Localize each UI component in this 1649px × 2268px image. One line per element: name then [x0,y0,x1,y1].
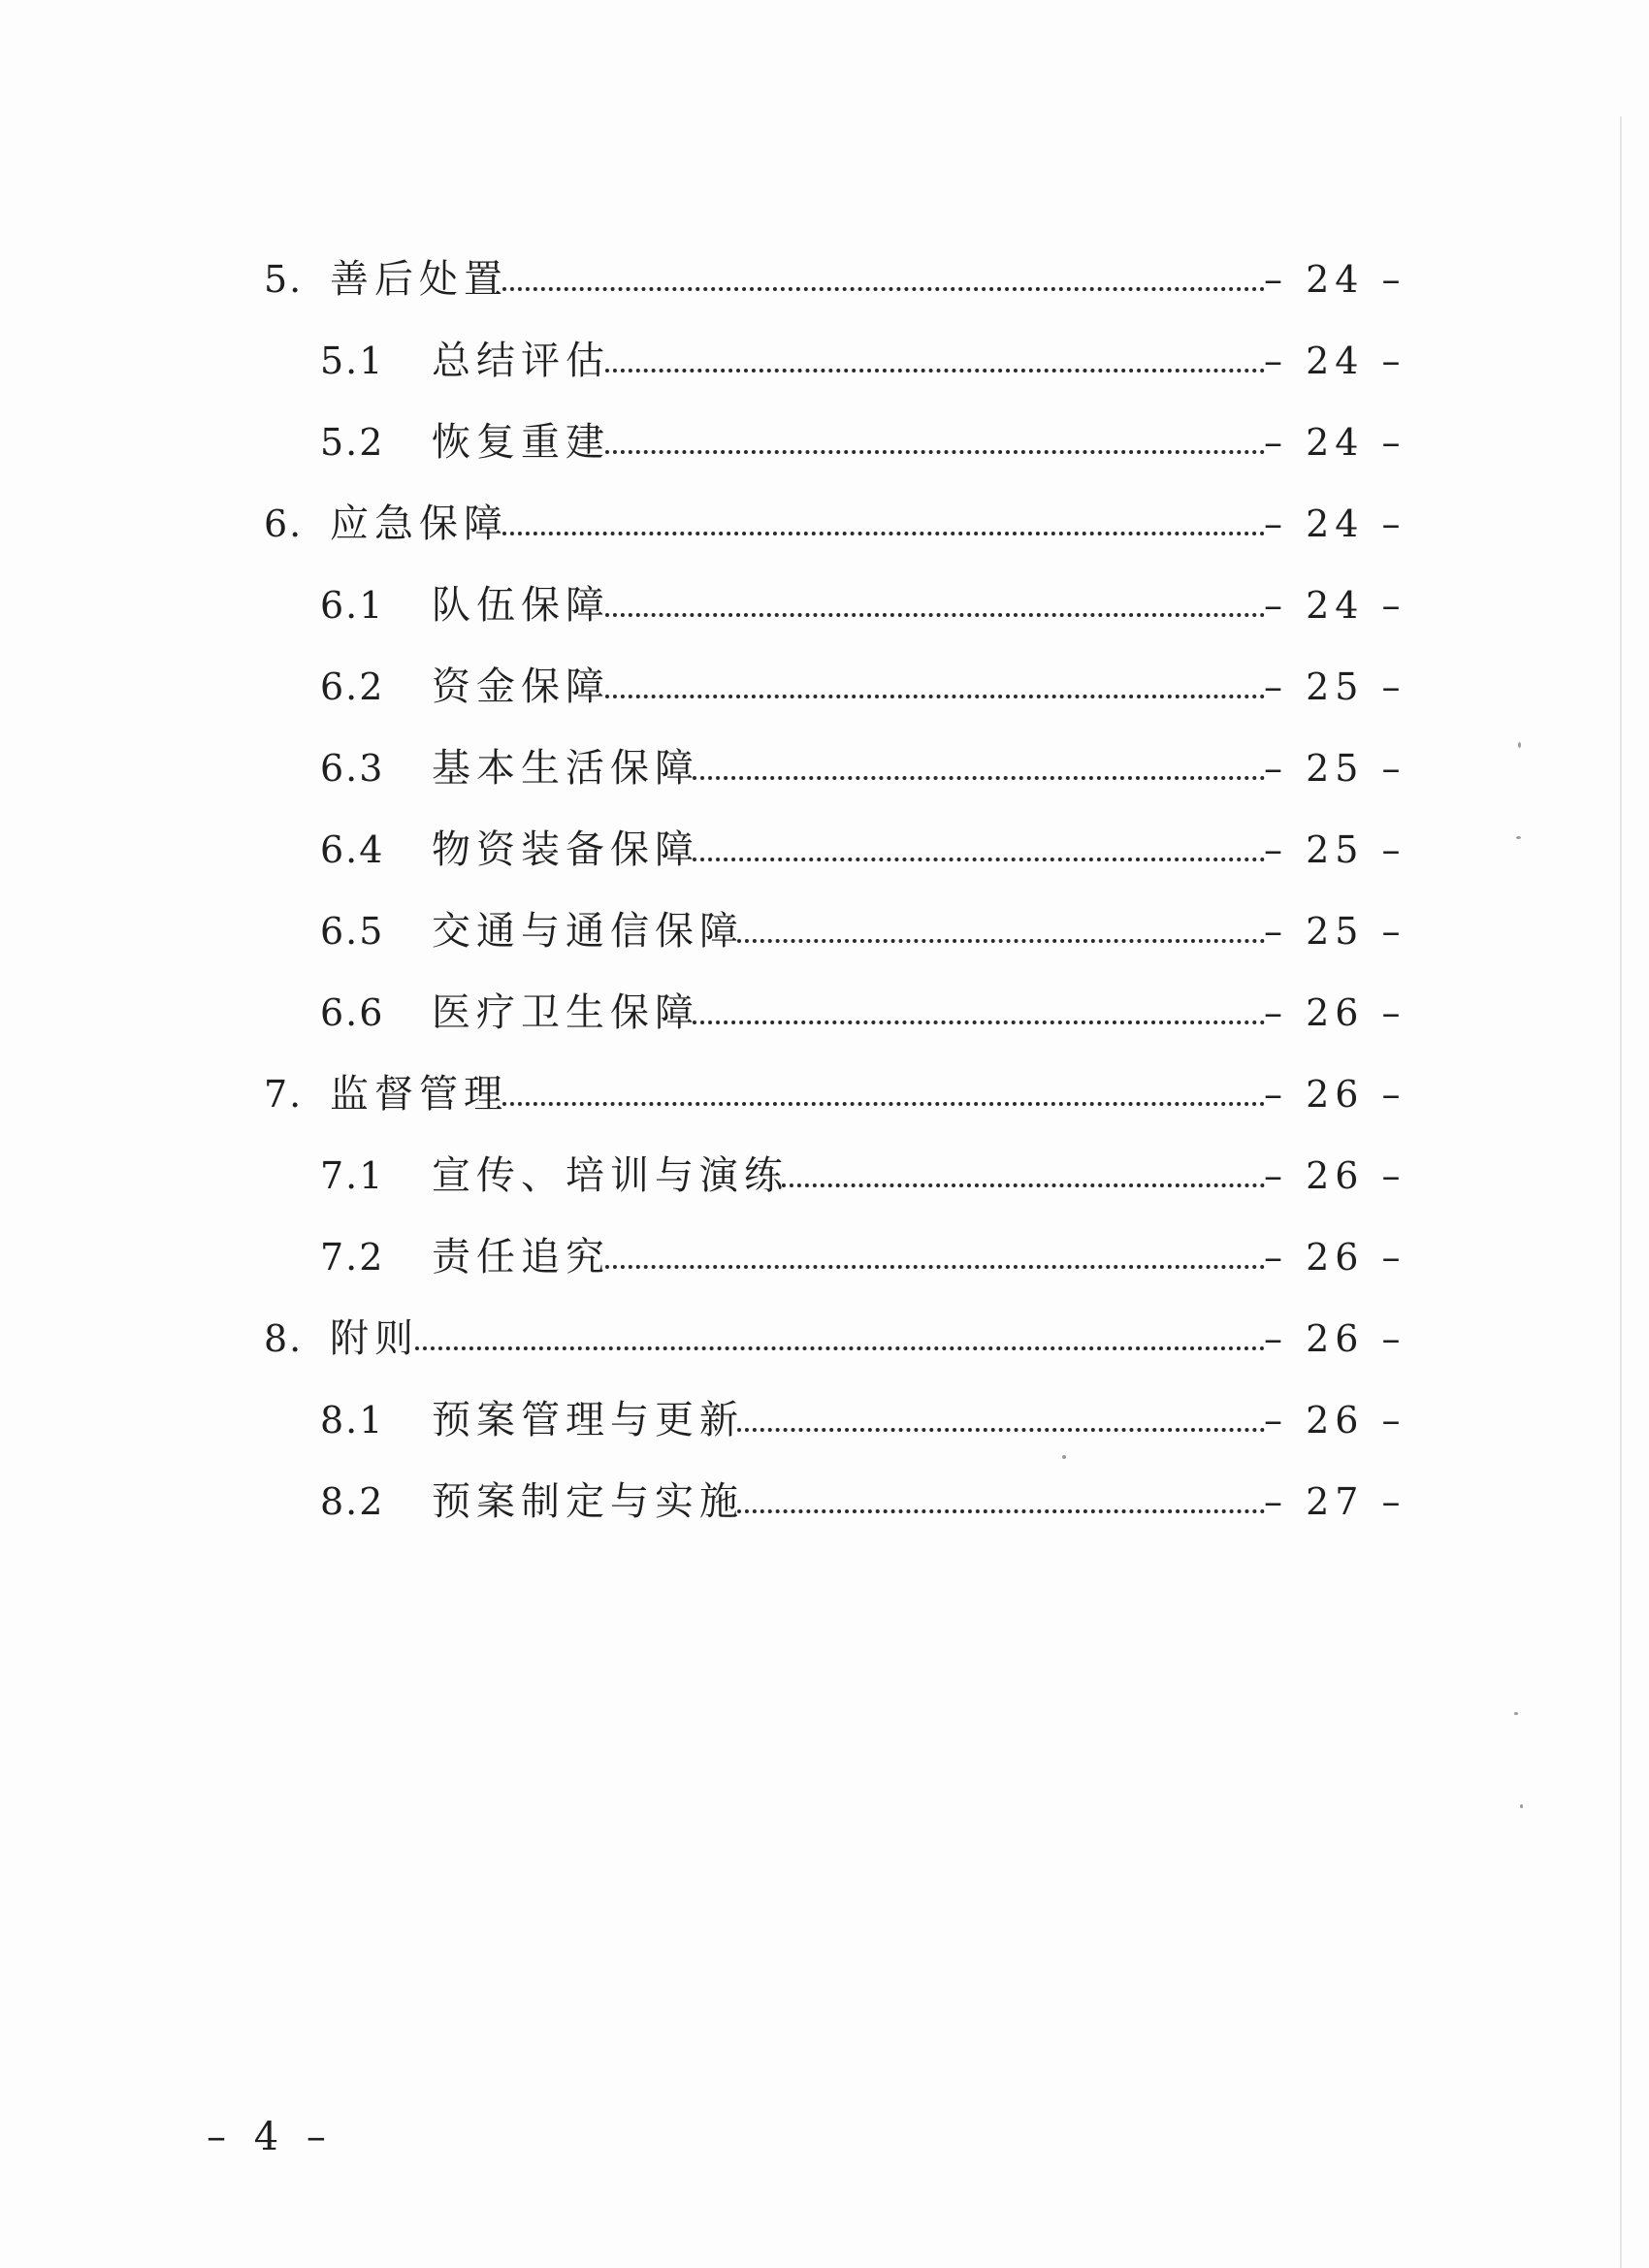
toc-entry-page: – 26 – [1264,1154,1406,1197]
toc-leader-dots [415,1346,1265,1350]
toc-entry[interactable] [0,413,1649,471]
toc-entry[interactable] [0,1473,1649,1531]
toc-entry-page: – 24 – [1264,502,1406,545]
toc-entry-title: 责任追究 [432,1235,610,1280]
toc-entry-title: 善后处置 [330,257,508,302]
toc-leader-dots [605,1265,1265,1269]
toc-entry[interactable] [0,250,1649,308]
toc-entry-title: 预案管理与更新 [432,1398,744,1442]
toc-entry-title: 宣传、培训与演练 [432,1153,789,1198]
toc-entry-title: 预案制定与实施 [432,1479,744,1524]
toc-entry-title: 医疗卫生保障 [432,990,699,1035]
toc-leader-dots [605,450,1265,454]
toc-entry-page: – 26 – [1264,1236,1406,1279]
toc-entry-number: 5.1 [320,340,385,382]
toc-entry-number: 8.2 [320,1480,385,1523]
toc-entry[interactable] [0,1391,1649,1449]
toc-entry-page: – 26 – [1264,1073,1406,1116]
toc-entry-title: 基本生活保障 [432,746,699,791]
toc-leader-dots [782,1183,1265,1187]
toc-entry-number: 8.1 [320,1399,385,1442]
toc-entry[interactable] [0,821,1649,879]
toc-leader-dots [605,695,1265,698]
toc-leader-dots [502,1102,1265,1106]
toc-entry-page: – 26 – [1264,1317,1406,1360]
toc-entry-page: – 25 – [1264,828,1406,871]
toc-entry-number: 6.4 [320,828,385,871]
toc-entry[interactable] [0,1065,1649,1123]
toc-entry-page: – 26 – [1264,1399,1406,1442]
toc-entry-title: 应急保障 [330,502,508,546]
toc-leader-dots [693,776,1265,780]
toc-entry-page: – 24 – [1264,421,1406,464]
scan-speck [1062,1455,1066,1459]
toc-entry-number: 6.3 [320,747,385,790]
page-number: – 4 – [207,2115,334,2159]
toc-entry[interactable] [0,332,1649,390]
toc-leader-dots [502,287,1265,291]
toc-entry-page: – 24 – [1264,584,1406,627]
toc-entry-page: – 24 – [1264,340,1406,382]
scan-speck [1514,1712,1518,1715]
toc-leader-dots [693,858,1265,861]
toc-entry[interactable] [0,1147,1649,1205]
toc-entry-page: – 25 – [1264,747,1406,790]
toc-entry[interactable] [0,902,1649,960]
toc-entry[interactable] [0,658,1649,716]
toc-entry-page: – 24 – [1264,258,1406,301]
toc-entry[interactable] [0,739,1649,797]
toc-leader-dots [605,613,1265,617]
toc-leader-dots [605,369,1265,373]
toc-entry-title: 附则 [330,1316,419,1361]
toc-entry-title: 物资装备保障 [432,827,699,872]
toc-entry-title: 恢复重建 [432,420,610,465]
toc-leader-dots [693,1021,1265,1024]
toc-entry[interactable] [0,495,1649,553]
toc-entry-number: 6.6 [320,991,385,1034]
scan-speck [1520,1804,1523,1808]
toc-entry-number: 7.2 [320,1236,385,1279]
toc-entry-number: 7.1 [320,1154,385,1197]
toc-entry[interactable] [0,984,1649,1042]
toc-entry-number: 6. [264,502,304,545]
toc-entry-number: 7. [264,1073,304,1116]
toc-entry-page: – 26 – [1264,991,1406,1034]
toc-leader-dots [502,532,1265,535]
toc-entry-page: – 27 – [1264,1480,1406,1523]
toc-entry-number: 6.1 [320,584,385,627]
toc-entry[interactable] [0,1310,1649,1368]
toc-entry-number: 8. [264,1317,304,1360]
toc-entry-number: 6.2 [320,665,385,708]
scan-speck [1518,742,1521,748]
toc-entry[interactable] [0,576,1649,634]
toc-entry-page: – 25 – [1264,910,1406,953]
toc-entry-title: 队伍保障 [432,583,610,628]
toc-entry[interactable] [0,1228,1649,1286]
toc-entry-title: 交通与通信保障 [432,909,744,954]
toc-leader-dots [737,1509,1265,1513]
toc-leader-dots [737,939,1265,943]
toc-entry-title: 总结评估 [432,339,610,383]
toc-entry-number: 6.5 [320,910,385,953]
toc-entry-title: 资金保障 [432,664,610,709]
toc-entry-page: – 25 – [1264,665,1406,708]
toc-entry-number: 5.2 [320,421,385,464]
toc-leader-dots [737,1428,1265,1432]
toc-entry-number: 5. [264,258,304,301]
scan-speck [1516,836,1521,839]
toc-entry-title: 监督管理 [330,1072,508,1117]
